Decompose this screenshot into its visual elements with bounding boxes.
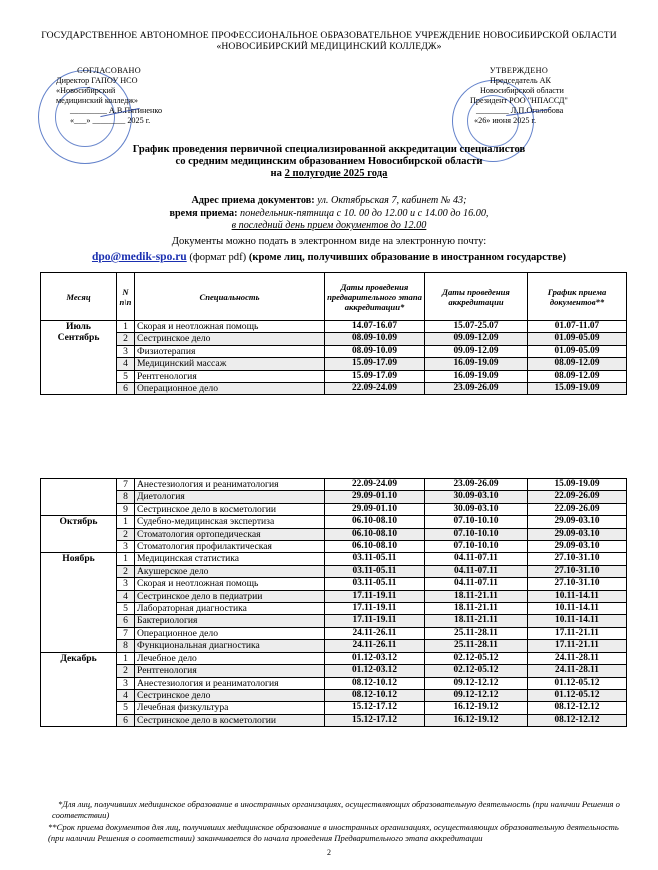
month-label: Ноябрь xyxy=(62,553,95,565)
specialty: Рентгенология xyxy=(135,665,325,677)
docs-line: Документы можно подать в электронном виде на электронную почту: xyxy=(171,236,487,247)
table-row xyxy=(41,565,627,577)
preliminary-dates: 29.09-01.10 xyxy=(325,491,425,503)
agreed-line1: Директор ГАПОУ НСО xyxy=(56,76,138,85)
header-spec: Специальность xyxy=(135,273,325,321)
table-row xyxy=(41,665,627,677)
specialty: Рентгенология xyxy=(135,370,325,382)
accreditation-dates: 02.12-05.12 xyxy=(425,652,528,664)
row-number: 3 xyxy=(117,578,135,590)
preliminary-dates: 08.12-10.12 xyxy=(325,689,425,701)
specialty: Сестринское дело xyxy=(135,689,325,701)
document-dates: 22.09-26.09 xyxy=(528,503,627,515)
row-number: 5 xyxy=(117,603,135,615)
preliminary-dates: 06.10-08.10 xyxy=(325,541,425,553)
table-row xyxy=(41,553,627,565)
row-number: 1 xyxy=(117,516,135,528)
agreed-signature: _________ А.В.Пятиненко xyxy=(70,106,163,115)
month-label: Июль xyxy=(65,321,91,332)
table-row xyxy=(41,603,627,615)
preliminary-dates: 14.07-16.07 xyxy=(325,321,425,333)
preliminary-dates: 22.09-24.09 xyxy=(325,479,425,491)
preliminary-dates: 06.10-08.10 xyxy=(325,528,425,540)
table-row xyxy=(41,714,627,726)
approved-block xyxy=(470,66,568,126)
document-dates: 27.10-31.10 xyxy=(528,578,627,590)
header-d2: Даты проведения аккредитации xyxy=(425,273,528,321)
approved-line3: Президент РОО "НПАССД" xyxy=(470,96,568,105)
month-cell xyxy=(41,553,117,652)
row-number: 2 xyxy=(117,333,135,345)
document-dates: 08.12-12.12 xyxy=(528,702,627,714)
preliminary-dates: 01.12-03.12 xyxy=(325,665,425,677)
preliminary-dates: 01.12-03.12 xyxy=(325,652,425,664)
time-label: время приема: xyxy=(169,207,238,219)
row-number: 8 xyxy=(117,491,135,503)
approved-line1: Председатель АК xyxy=(490,76,551,85)
preliminary-dates: 22.09-24.09 xyxy=(325,383,425,395)
header-num: N п\п xyxy=(117,273,135,321)
agreed-block xyxy=(56,66,162,126)
org-name-line1: ГОСУДАРСТВЕННОЕ АВТОНОМНОЕ ПРОФЕССИОНАЛЬНОЕ ОБРАЗОВАТЕЛЬНОЕ УЧРЕЖДЕНИЕ НОВОСИБИРСКОЙ ОБЛАСТИ xyxy=(41,30,617,41)
specialty: Стоматология профилактическая xyxy=(135,541,325,553)
table-row xyxy=(41,640,627,652)
agreed-heading: СОГЛАСОВАНО xyxy=(77,66,141,75)
accreditation-dates: 25.11-28.11 xyxy=(425,640,528,652)
email-note: (кроме лиц, получивших образование в иностранном государстве) xyxy=(248,252,567,263)
document-title xyxy=(0,144,658,180)
specialty: Судебно-медицинская экспертиза xyxy=(135,516,325,528)
table-row xyxy=(41,516,627,528)
time-value: понедельник-пятница с 10. 00 до 12.00 и с 14.00 до 16.00, xyxy=(237,207,489,219)
row-number: 1 xyxy=(117,321,135,333)
document-dates: 22.09-26.09 xyxy=(528,491,627,503)
header-month: Месяц xyxy=(41,273,117,321)
preliminary-dates: 06.10-08.10 xyxy=(325,516,425,528)
specialty: Сестринское дело xyxy=(135,333,325,345)
last-day-line xyxy=(0,220,658,233)
document-dates: 10.11-14.11 xyxy=(528,590,627,602)
accreditation-dates: 04.11-07.11 xyxy=(425,553,528,565)
accreditation-dates: 15.07-25.07 xyxy=(425,321,528,333)
accreditation-dates: 18.11-21.11 xyxy=(425,590,528,602)
address-value: ул. Октябрьская 7, кабинет № 43; xyxy=(314,195,467,206)
specialty: Функциональная диагностика xyxy=(135,640,325,652)
document-dates: 01.07-11.07 xyxy=(528,321,627,333)
specialty: Бактериология xyxy=(135,615,325,627)
accreditation-dates: 16.12-19.12 xyxy=(425,714,528,726)
address-block xyxy=(0,195,658,233)
table-row xyxy=(41,491,627,503)
table-row xyxy=(41,677,627,689)
header-d3: График приема документов** xyxy=(528,273,627,321)
schedule-table-bottom xyxy=(40,478,627,727)
specialty: Медицинский массаж xyxy=(135,358,325,370)
preliminary-dates: 15.12-17.12 xyxy=(325,714,425,726)
preliminary-dates: 15.12-17.12 xyxy=(325,702,425,714)
approved-date: «26» июня 2025 г. xyxy=(474,116,537,125)
table-row xyxy=(41,503,627,515)
table-row xyxy=(41,541,627,553)
row-number: 2 xyxy=(117,565,135,577)
document-dates: 29.09-03.10 xyxy=(528,541,627,553)
specialty: Акушерское дело xyxy=(135,565,325,577)
row-number: 1 xyxy=(117,652,135,664)
preliminary-dates: 17.11-19.11 xyxy=(325,615,425,627)
preliminary-dates: 08.09-10.09 xyxy=(325,333,425,345)
accreditation-dates: 16.09-19.09 xyxy=(425,370,528,382)
row-number: 8 xyxy=(117,640,135,652)
approved-signature: ________ Л.П.Оголобова xyxy=(476,106,564,115)
document-dates: 10.11-14.11 xyxy=(528,615,627,627)
table-row xyxy=(41,590,627,602)
table-row xyxy=(41,578,627,590)
organization-header xyxy=(0,30,658,52)
table-row xyxy=(41,383,627,395)
header-d1: Даты проведения предварительного этапа аккредитации* xyxy=(325,273,425,321)
table-row xyxy=(41,615,627,627)
table-row xyxy=(41,689,627,701)
document-dates: 10.11-14.11 xyxy=(528,603,627,615)
title-prefix: на xyxy=(270,168,285,179)
row-number: 6 xyxy=(117,383,135,395)
preliminary-dates: 17.11-19.11 xyxy=(325,590,425,602)
table-row xyxy=(41,652,627,664)
table-row xyxy=(41,528,627,540)
specialty: Скорая и неотложная помощь xyxy=(135,578,325,590)
row-number: 2 xyxy=(117,665,135,677)
month-cell xyxy=(41,321,117,395)
specialty: Анестезиология и реаниматология xyxy=(135,677,325,689)
document-dates: 08.09-12.09 xyxy=(528,358,627,370)
preliminary-dates: 08.12-10.12 xyxy=(325,677,425,689)
title-line2: со средним медицинским образованием Новосибирской области xyxy=(175,156,483,167)
approved-heading: УТВЕРЖДЕНО xyxy=(489,66,549,75)
approved-line2: Новосибирской области xyxy=(480,86,564,95)
accreditation-dates: 18.11-21.11 xyxy=(425,615,528,627)
email-link[interactable]: dpo@medik-spo.ru xyxy=(91,251,187,263)
specialty: Скорая и неотложная помощь xyxy=(135,321,325,333)
preliminary-dates: 03.11-05.11 xyxy=(325,553,425,565)
accreditation-dates: 23.09-26.09 xyxy=(425,479,528,491)
agreed-date: «___» ________ 2025 г. xyxy=(70,116,151,125)
row-number: 1 xyxy=(117,553,135,565)
row-number: 5 xyxy=(117,702,135,714)
accreditation-dates: 09.09-12.09 xyxy=(425,345,528,357)
preliminary-dates: 03.11-05.11 xyxy=(325,565,425,577)
document-dates: 29.09-03.10 xyxy=(528,528,627,540)
footnote-2: **Срок приема документов для лиц, получивших медицинское образование в иностранных организациях, осуществляющих образовательную деятельность (при наличии Решения о соответствии) заканчивается до начала проведения Предварительного этапа аккредитации xyxy=(48,822,619,843)
accreditation-dates: 07.10-10.10 xyxy=(425,516,528,528)
agreed-line2: «Новосибирский xyxy=(56,86,116,95)
document-dates: 27.10-31.10 xyxy=(528,553,627,565)
document-dates: 01.09-05.09 xyxy=(528,345,627,357)
document-dates: 01.12-05.12 xyxy=(528,677,627,689)
row-number: 7 xyxy=(117,479,135,491)
specialty: Сестринское дело в педиатрии xyxy=(135,590,325,602)
row-number: 9 xyxy=(117,503,135,515)
row-number: 3 xyxy=(117,541,135,553)
accreditation-dates: 25.11-28.11 xyxy=(425,627,528,639)
accreditation-dates: 07.10-10.10 xyxy=(425,528,528,540)
row-number: 5 xyxy=(117,370,135,382)
accreditation-dates: 09.12-12.12 xyxy=(425,689,528,701)
specialty: Лечебное дело xyxy=(135,652,325,664)
schedule-table-top xyxy=(40,272,627,395)
row-number: 7 xyxy=(117,627,135,639)
time-line xyxy=(0,208,658,221)
accreditation-dates: 16.12-19.12 xyxy=(425,702,528,714)
accreditation-dates: 02.12-05.12 xyxy=(425,665,528,677)
row-number: 3 xyxy=(117,345,135,357)
accreditation-dates: 09.09-12.09 xyxy=(425,333,528,345)
accreditation-dates: 04.11-07.11 xyxy=(425,565,528,577)
accreditation-dates: 30.09-03.10 xyxy=(425,491,528,503)
document-dates: 29.09-03.10 xyxy=(528,516,627,528)
table-row xyxy=(41,345,627,357)
document-dates: 27.10-31.10 xyxy=(528,565,627,577)
table-row xyxy=(41,333,627,345)
preliminary-dates: 03.11-05.11 xyxy=(325,578,425,590)
row-number: 2 xyxy=(117,528,135,540)
document-dates: 17.11-21.11 xyxy=(528,627,627,639)
accreditation-dates: 04.11-07.11 xyxy=(425,578,528,590)
preliminary-dates: 17.11-19.11 xyxy=(325,603,425,615)
preliminary-dates: 29.09-01.10 xyxy=(325,503,425,515)
row-number: 4 xyxy=(117,689,135,701)
table-header-row xyxy=(41,273,627,321)
specialty: Физиотерапия xyxy=(135,345,325,357)
month-label: Сентябрь xyxy=(57,332,100,344)
table-row xyxy=(41,702,627,714)
document-dates: 15.09-19.09 xyxy=(528,383,627,395)
preliminary-dates: 24.11-26.11 xyxy=(325,627,425,639)
accreditation-dates: 07.10-10.10 xyxy=(425,541,528,553)
agreed-line3: медицинский колледж» xyxy=(56,96,138,105)
specialty: Медицинская статистика xyxy=(135,553,325,565)
document-dates: 01.09-05.09 xyxy=(528,333,627,345)
document-dates: 08.09-12.09 xyxy=(528,370,627,382)
specialty: Сестринское дело в косметологии xyxy=(135,714,325,726)
email-format: (формат pdf) xyxy=(186,252,249,263)
specialty: Стоматология ортопедическая xyxy=(135,528,325,540)
row-number: 4 xyxy=(117,358,135,370)
document-dates: 01.12-05.12 xyxy=(528,689,627,701)
month-label: Октябрь xyxy=(59,516,98,528)
accreditation-dates: 30.09-03.10 xyxy=(425,503,528,515)
table-row xyxy=(41,479,627,491)
row-number: 3 xyxy=(117,677,135,689)
specialty: Лечебная физкультура xyxy=(135,702,325,714)
accreditation-dates: 09.12-12.12 xyxy=(425,677,528,689)
document-dates: 15.09-19.09 xyxy=(528,479,627,491)
document-dates: 17.11-21.11 xyxy=(528,640,627,652)
footnote-1: *Для лиц, получивших медицинское образование в иностранных организациях, осуществляющих образовательную деятельность (при наличии Решения о соответствии) xyxy=(52,799,620,820)
preliminary-dates: 08.09-10.09 xyxy=(325,345,425,357)
table-row xyxy=(41,321,627,333)
row-number: 6 xyxy=(117,615,135,627)
table-row xyxy=(41,370,627,382)
last-day-note: в последний день прием документов до 12.00 xyxy=(231,220,427,231)
month-cell xyxy=(41,479,117,516)
month-label: Декабрь xyxy=(60,652,97,664)
accreditation-dates: 18.11-21.11 xyxy=(425,603,528,615)
document-dates: 08.12-12.12 xyxy=(528,714,627,726)
specialty: Лабораторная диагностика xyxy=(135,603,325,615)
accreditation-dates: 16.09-19.09 xyxy=(425,358,528,370)
accreditation-dates: 23.09-26.09 xyxy=(425,383,528,395)
row-number: 6 xyxy=(117,714,135,726)
document-dates: 24.11-28.11 xyxy=(528,652,627,664)
month-cell xyxy=(41,652,117,726)
title-line1: График проведения первичной специализированной аккредитации специалистов xyxy=(132,144,526,155)
page-number: 2 xyxy=(327,848,331,857)
document-dates: 24.11-28.11 xyxy=(528,665,627,677)
address-line xyxy=(0,195,658,208)
month-cell xyxy=(41,516,117,553)
table-row xyxy=(41,627,627,639)
specialty: Операционное дело xyxy=(135,627,325,639)
email-line xyxy=(0,251,658,264)
org-name-line2: «НОВОСИБИРСКИЙ МЕДИЦИНСКИЙ КОЛЛЕДЖ» xyxy=(216,41,442,52)
preliminary-dates: 24.11-26.11 xyxy=(325,640,425,652)
address-label: Адрес приема документов: xyxy=(191,195,315,206)
title-line3 xyxy=(0,168,658,180)
specialty: Сестринское дело в косметологии xyxy=(135,503,325,515)
specialty: Диетология xyxy=(135,491,325,503)
preliminary-dates: 15.09-17.09 xyxy=(325,358,425,370)
table-row xyxy=(41,358,627,370)
specialty: Операционное дело xyxy=(135,383,325,395)
specialty: Анестезиология и реаниматология xyxy=(135,479,325,491)
row-number: 4 xyxy=(117,590,135,602)
preliminary-dates: 15.09-17.09 xyxy=(325,370,425,382)
title-period: 2 полугодие 2025 года xyxy=(284,168,388,179)
